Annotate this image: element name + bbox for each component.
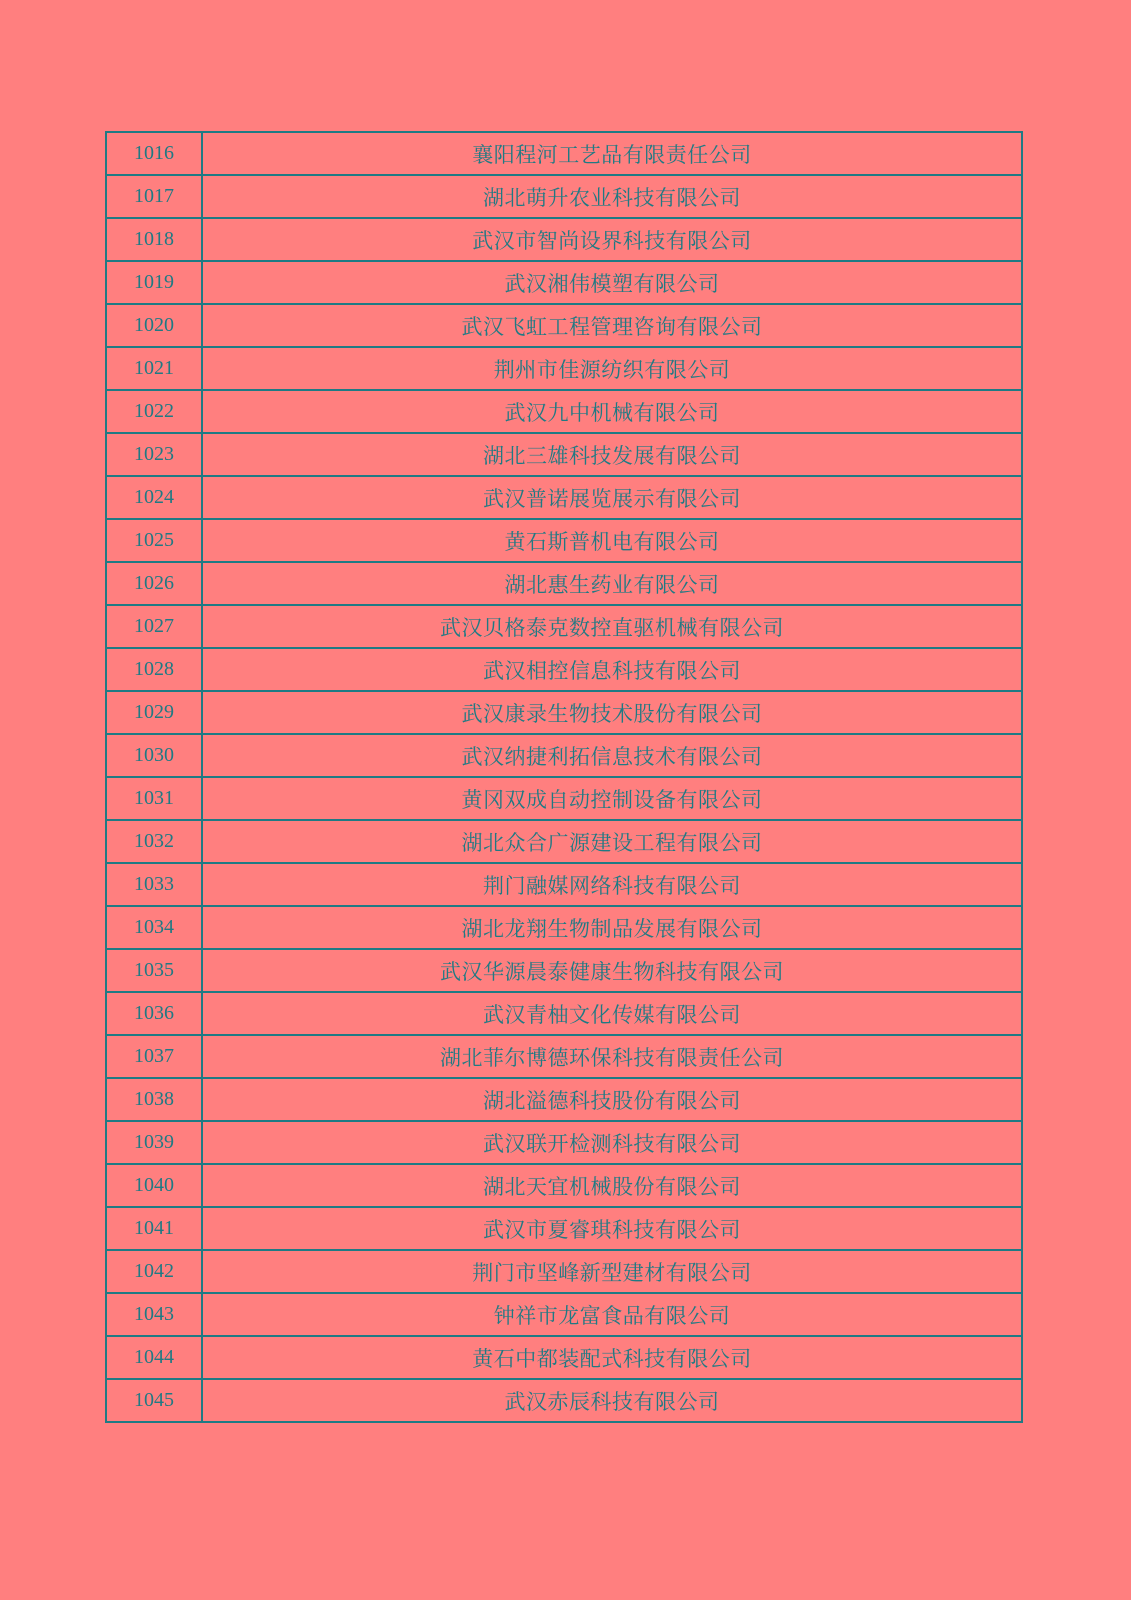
table-row (106, 218, 1022, 261)
row-number: 1030 (106, 734, 202, 777)
table-row (106, 390, 1022, 433)
table-row (106, 949, 1022, 992)
company-name: 黄石中都装配式科技有限公司 (202, 1336, 1022, 1379)
row-number: 1034 (106, 906, 202, 949)
table-row (106, 476, 1022, 519)
table-row (106, 261, 1022, 304)
row-number: 1044 (106, 1336, 202, 1379)
table-row (106, 1164, 1022, 1207)
table-row (106, 1078, 1022, 1121)
row-number: 1027 (106, 605, 202, 648)
row-number: 1033 (106, 863, 202, 906)
company-name: 黄石斯普机电有限公司 (202, 519, 1022, 562)
company-list-body (106, 132, 1022, 1422)
company-name: 武汉市夏睿琪科技有限公司 (202, 1207, 1022, 1250)
row-number: 1039 (106, 1121, 202, 1164)
row-number: 1032 (106, 820, 202, 863)
company-name: 湖北三雄科技发展有限公司 (202, 433, 1022, 476)
row-number: 1036 (106, 992, 202, 1035)
table-row (106, 304, 1022, 347)
table-row (106, 1336, 1022, 1379)
company-name: 武汉贝格泰克数控直驱机械有限公司 (202, 605, 1022, 648)
company-name: 武汉飞虹工程管理咨询有限公司 (202, 304, 1022, 347)
table-row (106, 691, 1022, 734)
row-number: 1019 (106, 261, 202, 304)
company-name: 湖北惠生药业有限公司 (202, 562, 1022, 605)
row-number: 1035 (106, 949, 202, 992)
company-name: 湖北菲尔博德环保科技有限责任公司 (202, 1035, 1022, 1078)
row-number: 1028 (106, 648, 202, 691)
row-number: 1018 (106, 218, 202, 261)
row-number: 1037 (106, 1035, 202, 1078)
table-row (106, 132, 1022, 175)
row-number: 1020 (106, 304, 202, 347)
row-number: 1041 (106, 1207, 202, 1250)
company-name: 武汉九中机械有限公司 (202, 390, 1022, 433)
table-row (106, 1250, 1022, 1293)
row-number: 1022 (106, 390, 202, 433)
table-row (106, 648, 1022, 691)
table-row (106, 1035, 1022, 1078)
company-name: 湖北天宜机械股份有限公司 (202, 1164, 1022, 1207)
row-number: 1031 (106, 777, 202, 820)
company-name: 荆门融媒网络科技有限公司 (202, 863, 1022, 906)
row-number: 1017 (106, 175, 202, 218)
company-list-table (105, 131, 1023, 1423)
company-name: 武汉青柚文化传媒有限公司 (202, 992, 1022, 1035)
company-name: 武汉市智尚设界科技有限公司 (202, 218, 1022, 261)
row-number: 1024 (106, 476, 202, 519)
company-name: 武汉康录生物技术股份有限公司 (202, 691, 1022, 734)
company-name: 武汉普诺展览展示有限公司 (202, 476, 1022, 519)
row-number: 1023 (106, 433, 202, 476)
table-row (106, 1379, 1022, 1422)
row-number: 1040 (106, 1164, 202, 1207)
table-row (106, 992, 1022, 1035)
table-row (106, 347, 1022, 390)
table-row (106, 863, 1022, 906)
company-name: 湖北萌升农业科技有限公司 (202, 175, 1022, 218)
company-name: 武汉赤辰科技有限公司 (202, 1379, 1022, 1422)
row-number: 1038 (106, 1078, 202, 1121)
row-number: 1042 (106, 1250, 202, 1293)
company-name: 襄阳程河工艺品有限责任公司 (202, 132, 1022, 175)
company-name: 湖北溢德科技股份有限公司 (202, 1078, 1022, 1121)
company-name: 湖北龙翔生物制品发展有限公司 (202, 906, 1022, 949)
company-name: 武汉纳捷利拓信息技术有限公司 (202, 734, 1022, 777)
table-row (106, 734, 1022, 777)
company-name: 武汉联开检测科技有限公司 (202, 1121, 1022, 1164)
table-row (106, 777, 1022, 820)
table-row (106, 1121, 1022, 1164)
company-name: 荆州市佳源纺织有限公司 (202, 347, 1022, 390)
row-number: 1029 (106, 691, 202, 734)
row-number: 1043 (106, 1293, 202, 1336)
company-name: 黄冈双成自动控制设备有限公司 (202, 777, 1022, 820)
table-row (106, 906, 1022, 949)
row-number: 1045 (106, 1379, 202, 1422)
company-name: 武汉相控信息科技有限公司 (202, 648, 1022, 691)
table-row (106, 1207, 1022, 1250)
company-name: 钟祥市龙富食品有限公司 (202, 1293, 1022, 1336)
table-row (106, 175, 1022, 218)
row-number: 1016 (106, 132, 202, 175)
table-row (106, 433, 1022, 476)
table-row (106, 562, 1022, 605)
row-number: 1021 (106, 347, 202, 390)
row-number: 1026 (106, 562, 202, 605)
table-row (106, 519, 1022, 562)
company-name: 武汉华源晨泰健康生物科技有限公司 (202, 949, 1022, 992)
table-row (106, 605, 1022, 648)
company-name: 荆门市坚峰新型建材有限公司 (202, 1250, 1022, 1293)
company-name: 湖北众合广源建设工程有限公司 (202, 820, 1022, 863)
table-row (106, 820, 1022, 863)
table-row (106, 1293, 1022, 1336)
company-name: 武汉湘伟模塑有限公司 (202, 261, 1022, 304)
row-number: 1025 (106, 519, 202, 562)
